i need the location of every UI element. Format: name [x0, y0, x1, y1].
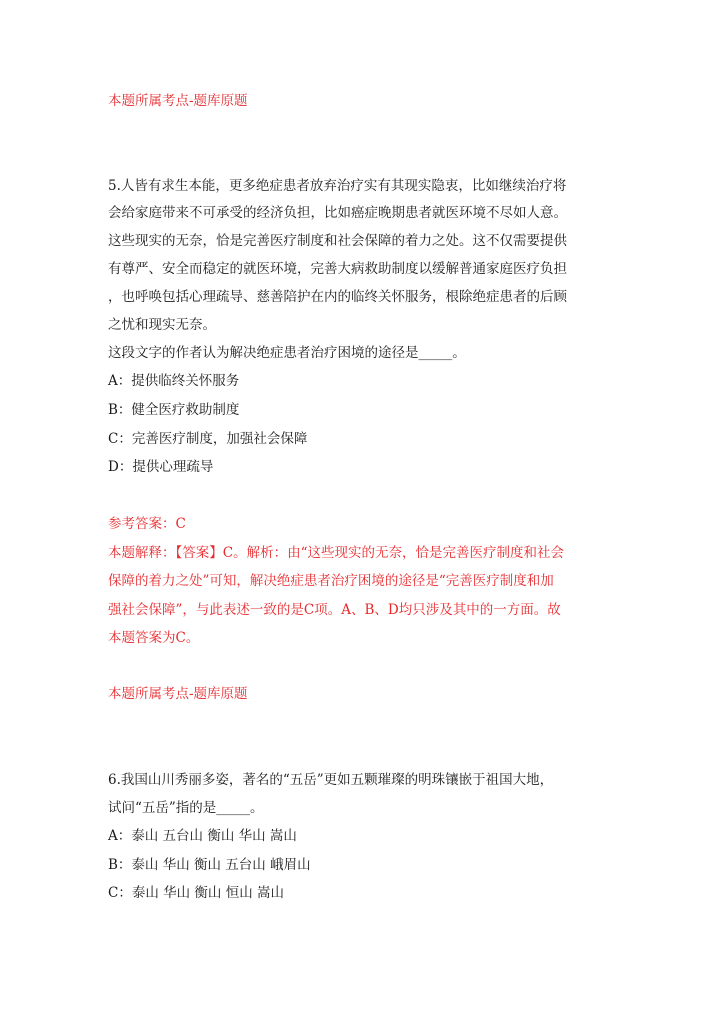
q5-stem-line-1: 5.人皆有求生本能，更多绝症患者放弃治疗实有其现实隐衷，比如继续治疗将 — [108, 178, 567, 194]
q5-explanation-line-1: 本题解释：【答案】C。解析：由“这些现实的无奈，恰是完善医疗制度和社会 — [108, 545, 564, 561]
q5-option-b: B：健全医疗救助制度 — [108, 402, 240, 418]
q5-stem-line-4: 有尊严、安全而稳定的就医环境，完善大病救助制度以缓解普通家庭医疗负担 — [108, 261, 567, 277]
q5-option-a: A：提供临终关怀服务 — [108, 373, 240, 389]
q5-option-c: C：完善医疗制度，加强社会保障 — [108, 431, 308, 447]
q5-option-d: D：提供心理疏导 — [108, 459, 214, 475]
q5-explanation-line-2: 保障的着力之处”可知，解决绝症患者治疗困境的途径是“完善医疗制度和加 — [108, 573, 554, 589]
q6-stem-line-2: 试问“五岳”指的是_____。 — [108, 800, 264, 816]
q6-stem-line-1: 6.我国山川秀丽多姿，著名的“五岳”更如五颗璀璨的明珠镶嵌于祖国大地， — [108, 772, 554, 788]
q5-answer: 参考答案：C — [108, 516, 186, 532]
q6-option-a: A：泰山 五台山 衡山 华山 嵩山 — [108, 828, 297, 844]
q5-explanation-line-4: 本题答案为C。 — [108, 630, 200, 646]
q5-stem-line-2: 会给家庭带来不可承受的经济负担，比如癌症晚期患者就医环境不尽如人意。 — [108, 205, 567, 221]
q5-question: 这段文字的作者认为解决绝症患者治疗困境的途径是_____。 — [108, 345, 466, 361]
q6-option-b: B：泰山 华山 衡山 五台山 峨眉山 — [108, 857, 311, 873]
source-label-middle: 本题所属考点-题库原题 — [108, 686, 248, 702]
source-label-top: 本题所属考点-题库原题 — [108, 93, 248, 109]
q5-stem-line-3: 这些现实的无奈，恰是完善医疗制度和社会保障的着力之处。这不仅需要提供 — [108, 233, 567, 249]
q6-option-c: C：泰山 华山 衡山 恒山 嵩山 — [108, 885, 284, 901]
q5-stem-line-5: ，也呼唤包括心理疏导、慈善陪护在内的临终关怀服务，根除绝症患者的后顾 — [108, 289, 567, 305]
q5-stem-line-6: 之忧和现实无奈。 — [108, 317, 216, 333]
q5-explanation-line-3: 强社会保障”，与此表述一致的是C项。A、B、D均只涉及其中的一方面。故 — [108, 602, 561, 618]
